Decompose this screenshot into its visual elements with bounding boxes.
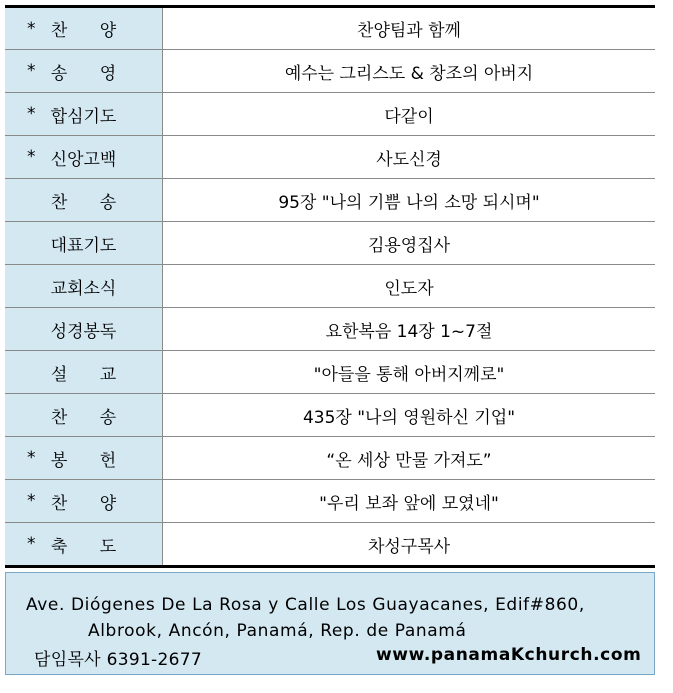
standing-marker: * [27,104,36,124]
order-label-cell [5,351,163,394]
order-value: "아들을 통해 아버지께로" [163,351,656,394]
pastor-phone: 담임목사 6391-2677 [34,650,202,670]
address-line-1: Ave. Diógenes De La Rosa y Calle Los Guayacanes, Edif#860, [26,595,585,615]
order-value: 찬양팀과 함께 [163,7,656,50]
church-info-box [5,572,655,675]
order-label-cell [5,136,163,179]
order-value: 김용영집사 [163,222,656,265]
order-value: 다같이 [163,93,656,136]
table-row [5,265,655,308]
order-label: 대표기도 [50,235,117,256]
order-value: 435장 "나의 영원하신 기업" [163,394,656,437]
order-label: 송 영 [50,63,117,84]
order-label-cell [5,7,163,50]
order-label-cell [5,394,163,437]
table-row [5,394,655,437]
table-row [5,351,655,394]
order-label: 신앙고백 [50,149,117,170]
standing-marker: * [27,18,36,39]
table-row [5,136,655,179]
order-value: 요한복음 14장 1~7절 [163,308,656,351]
standing-marker: * [27,147,36,167]
order-label: 찬 양 [50,493,117,514]
standing-marker: * [27,491,36,511]
order-label: 합심기도 [50,106,117,127]
order-label: 성경봉독 [50,321,117,342]
order-label-cell [5,523,163,567]
order-value: “온 세상 만물 가져도” [163,437,656,480]
order-value: "우리 보좌 앞에 모였네" [163,480,656,523]
table-row [5,179,655,222]
table-row [5,7,655,50]
table-row [5,523,655,567]
standing-marker: * [27,61,36,81]
order-label-cell [5,480,163,523]
address-line-2: Albrook, Ancón, Panamá, Rep. de Panamá [88,621,467,641]
order-label-cell [5,308,163,351]
order-label-cell [5,93,163,136]
order-label: 교회소식 [50,278,117,299]
table-row [5,222,655,265]
table-row [5,308,655,351]
order-label: 찬 송 [50,192,117,213]
order-label: 봉 헌 [50,450,117,471]
table-row [5,50,655,93]
order-label-cell [5,50,163,93]
table-row [5,437,655,480]
order-value: 예수는 그리스도 & 창조의 아버지 [163,50,656,93]
order-value: 사도신경 [163,136,656,179]
order-label-cell [5,179,163,222]
standing-marker: * [27,448,36,468]
order-label-cell [5,265,163,308]
table-row [5,93,655,136]
website-link[interactable]: www.panamaKchurch.com [376,645,642,665]
worship-order-table [5,5,655,568]
table-row [5,480,655,523]
order-value: 95장 "나의 기쁨 나의 소망 되시며" [163,179,656,222]
standing-marker: * [27,534,36,554]
order-value: 인도자 [163,265,656,308]
order-label: 설 교 [50,364,117,385]
order-label: 찬 양 [50,21,117,41]
order-label-cell [5,437,163,480]
order-label-cell [5,222,163,265]
order-label: 축 도 [50,536,117,557]
order-label: 찬 송 [50,407,117,428]
order-value: 차성구목사 [163,523,656,567]
